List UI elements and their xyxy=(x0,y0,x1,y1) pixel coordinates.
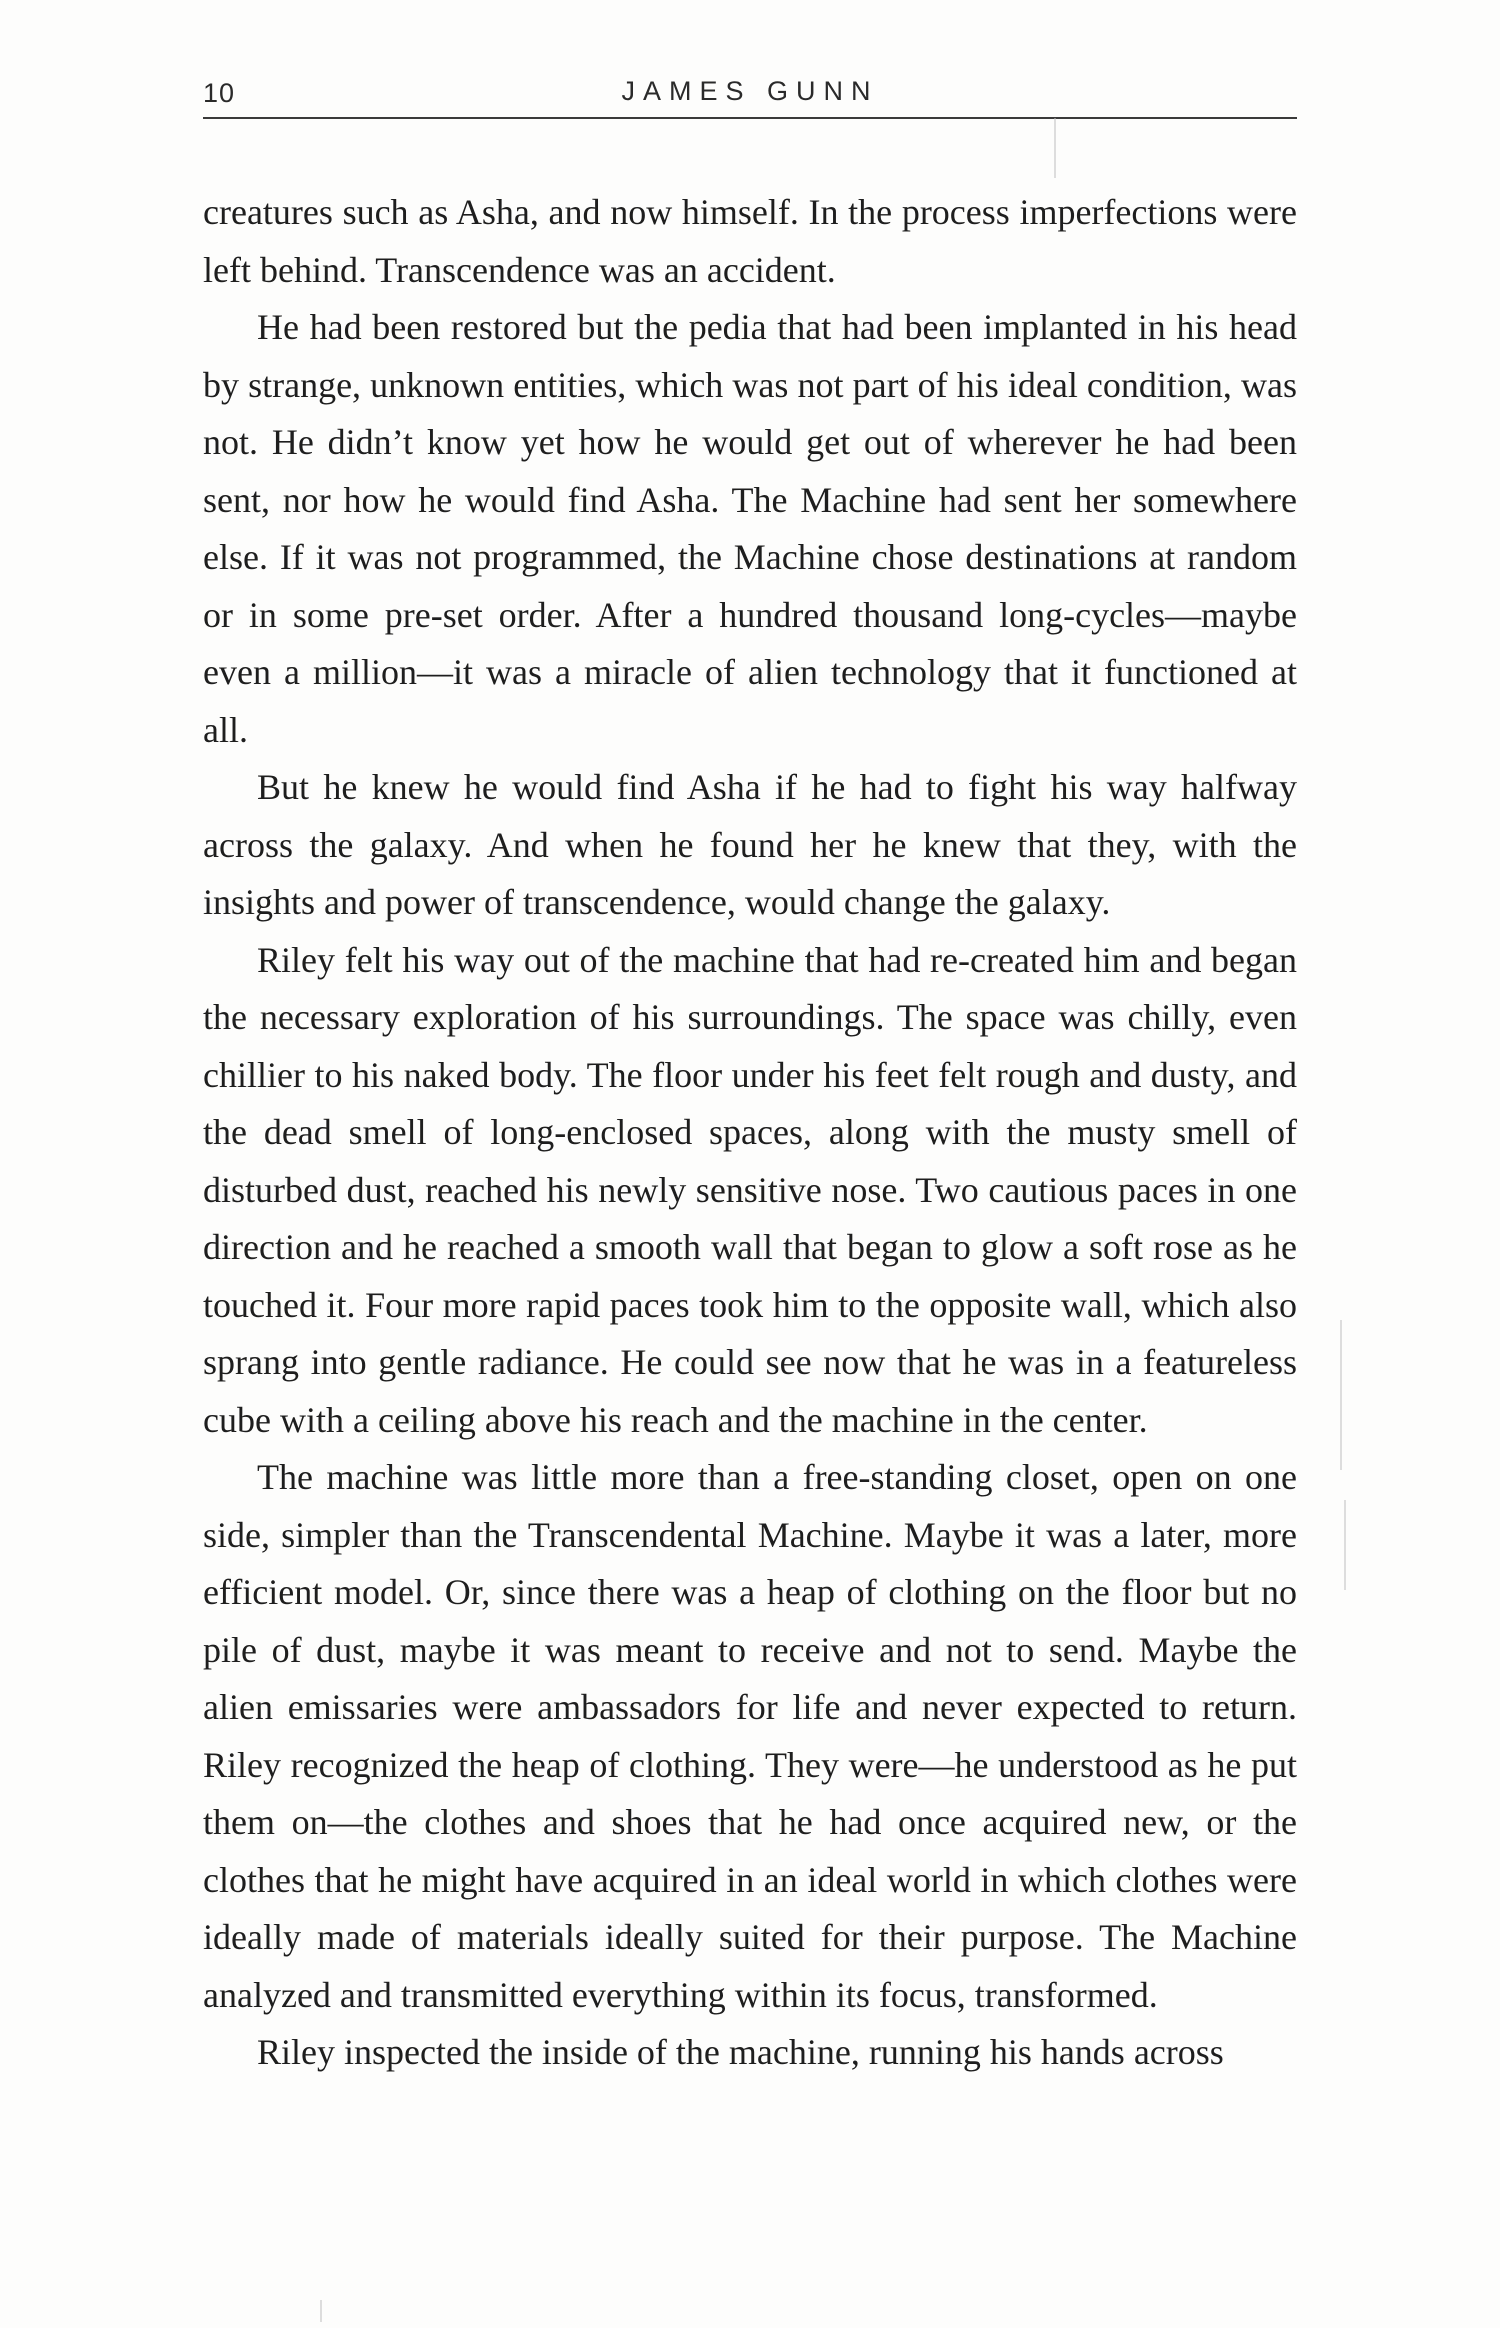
scan-artifact xyxy=(1344,1500,1346,1590)
header-rule xyxy=(203,117,1297,119)
paragraph: creatures such as Asha, and now himself. In the process imperfections were left behind. Transcendence was an accident. xyxy=(203,192,1297,290)
running-head: JAMES GUNN xyxy=(621,76,879,106)
paragraph: Riley felt his way out of the machine that had re-created him and began the necessary exploration of his surroundings. The space was chilly, even chillier to his naked body. The floor under his feet felt rough and dusty, and the dead smell of long-enclosed spaces, along with the musty smell of disturbed dust, reached his newly sensitive nose. Two cautious paces in one direction and he reached a smooth wall that began to glow a soft rose as he touched it. Four more rapid paces took him to the opposite wall, which also sprang into gentle radiance. He could see now that he was in a featureless cube with a ceiling above his reach and the machine in the center. xyxy=(203,939,1297,1440)
scan-artifact xyxy=(1054,118,1056,178)
paragraph: But he knew he would find Asha if he had to fight his way halfway across the galaxy. And when he found her he knew that they, with the insights and power of transcendence, would change the galaxy. xyxy=(203,767,1297,922)
page-number: 10 xyxy=(203,78,236,108)
scan-artifact xyxy=(1340,1320,1342,1470)
body-text xyxy=(203,184,1297,2082)
paragraph: The machine was little more than a free-standing closet, open on one side, simpler than the Transcendental Machine. Maybe it was a later, more efficient model. Or, since there was a heap of clothing on the floor but no pile of dust, maybe it was meant to receive and not to send. Maybe the alien emissaries were ambassadors for life and never expected to return. Riley recognized the heap of clothing. They were—he understood as he put them on—the clothes and shoes that he had once acquired new, or the clothes that he might have acquired in an ideal world in which clothes were ideally made of materials ideally suited for their purpose. The Machine analyzed and transmitted everything within its focus, transformed. xyxy=(203,1457,1297,2015)
page-header xyxy=(203,72,1297,122)
scan-artifact xyxy=(320,2300,322,2322)
paragraph: Riley inspected the inside of the machine, running his hands across xyxy=(257,2032,1224,2072)
paragraph: He had been restored but the pedia that had been implanted in his head by strange, unknown entities, which was not part of his ideal condition, was not. He didn’t know yet how he would get out of wherever he had been sent, nor how he would find Asha. The Machine had sent her somewhere else. If it was not programmed, the Machine chose destinations at random or in some pre-set order. After a hundred thousand long-cycles—maybe even a million—it was a miracle of alien technology that it functioned at all. xyxy=(203,307,1297,750)
